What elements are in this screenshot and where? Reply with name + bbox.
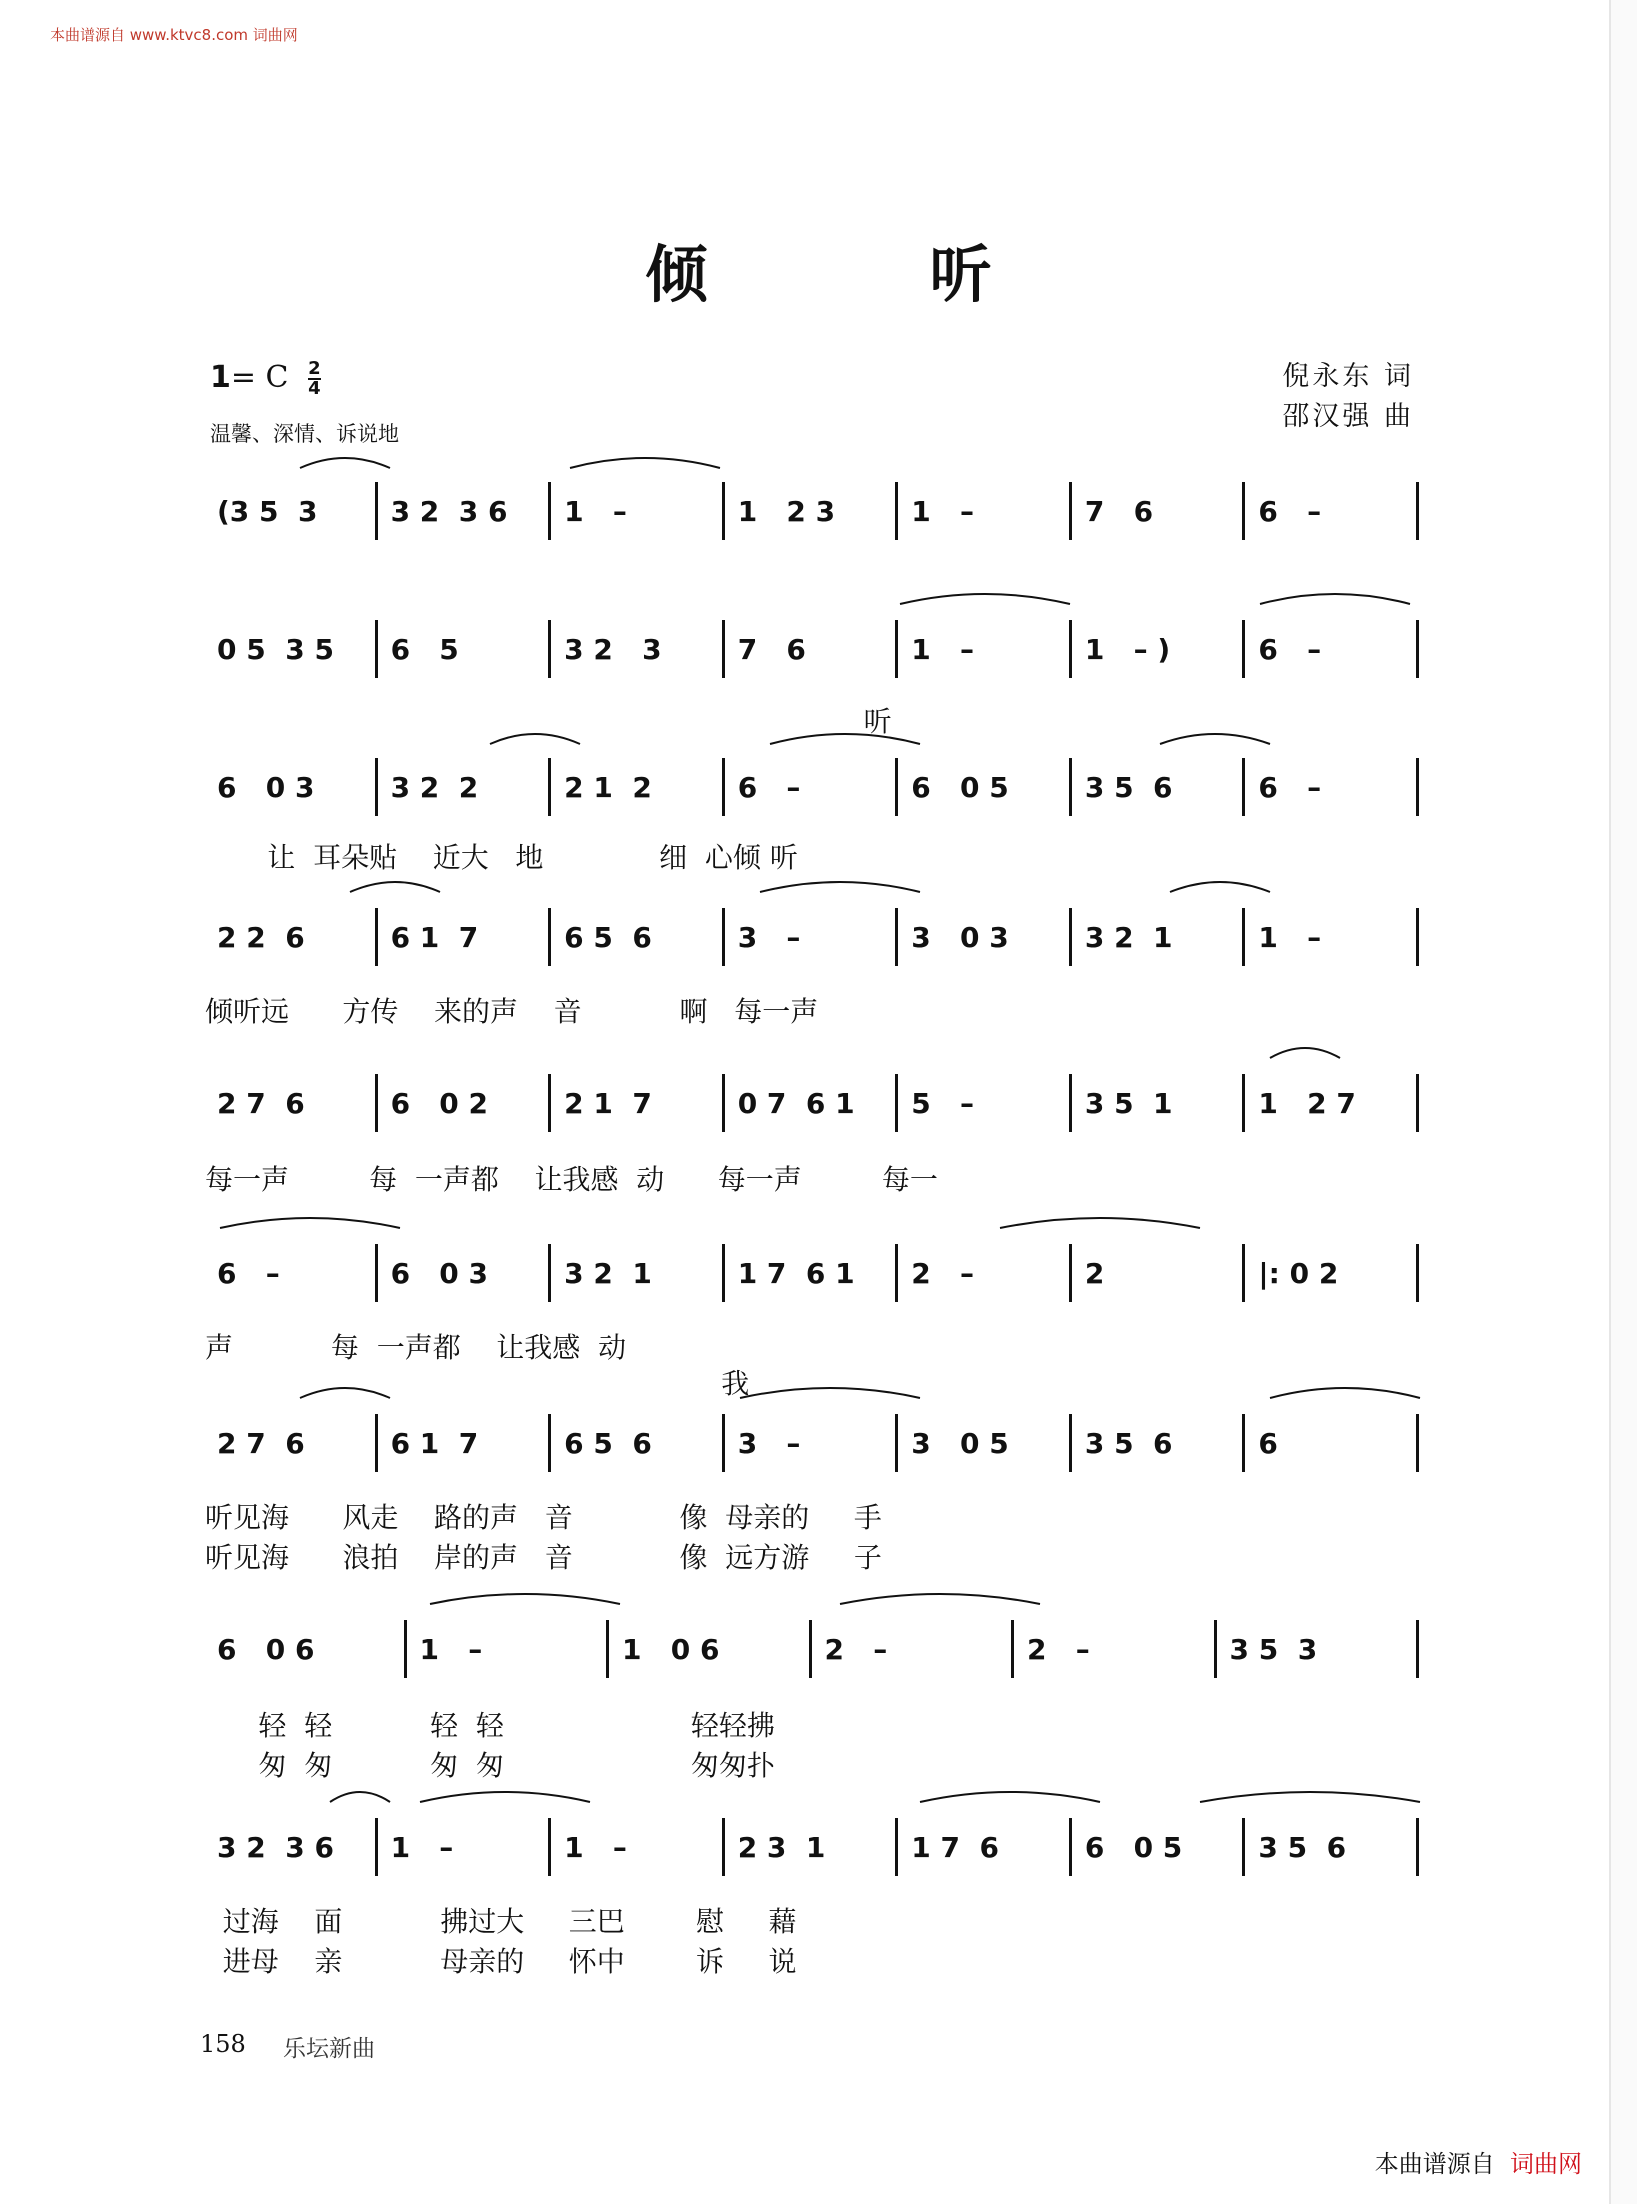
measure: 3 5 6 (1258, 1831, 1347, 1864)
lyric-line: 进母 亲 母亲的 怀中 诉 说 (205, 1945, 797, 1978)
composer-credit: 邵汉强 曲 (1282, 401, 1414, 432)
measure: 6 5 (390, 633, 459, 666)
tie-arc (1270, 1388, 1420, 1398)
tie-arc (1160, 734, 1270, 744)
lyric-line: 让 耳朵贴 近大 地 细 心倾 听 (205, 841, 798, 874)
tie-arc (300, 1388, 390, 1398)
tie-arc (1270, 1048, 1340, 1058)
measure: 1 2 3 (737, 495, 836, 528)
measure: 6 0 5 (1084, 1831, 1183, 1864)
measure: (3 5 3 (217, 495, 318, 528)
measure: 6 1 7 (390, 1427, 479, 1460)
lyric-line: 听见海 风走 路的声 音 像 母亲的 手 (205, 1501, 882, 1534)
tie-arc (1200, 1792, 1420, 1802)
brand-prefix: 本曲谱源自 (1374, 2150, 1495, 2178)
measure: 2 7 6 (217, 1087, 305, 1120)
measure: 0 7 6 1 (737, 1087, 855, 1120)
measure: 6 0 2 (390, 1087, 489, 1120)
measure: 6 5 6 (564, 1427, 652, 1460)
lyric-line: 倾听远 方传 来的声 音 啊 每一声 (205, 995, 819, 1028)
measure: 2 7 6 (217, 1427, 305, 1460)
key-one: 1 (210, 360, 231, 395)
tie-arc (740, 1388, 920, 1398)
tie-arc (420, 1792, 590, 1802)
tie-arc (1170, 882, 1270, 892)
measure: 3 5 6 (1084, 1427, 1173, 1460)
tie-arc (920, 1792, 1100, 1802)
source-note: 本曲谱源自 www.ktvc8.com 词曲网 (50, 26, 298, 44)
lyric-line: 匆 匆 匆 匆 匆匆扑 (205, 1749, 775, 1782)
measure: 1 – (390, 1831, 454, 1864)
measure: 1 – (911, 495, 975, 528)
measure: 3 2 2 (390, 771, 479, 804)
measure: 3 2 3 6 (217, 1831, 334, 1864)
measure: 3 2 1 (564, 1257, 652, 1290)
measure: 1 7 6 (911, 1831, 999, 1864)
lyric-line: 我 (205, 1367, 750, 1400)
page-number: 158 (200, 2030, 246, 2058)
measure: 6 0 5 (911, 771, 1009, 804)
measure: 2 3 1 (737, 1831, 826, 1864)
measure: 6 – (1258, 771, 1322, 804)
measure: 5 – (911, 1087, 975, 1120)
measure: 3 – (737, 1427, 801, 1460)
measure: 1 – ) (1084, 633, 1171, 666)
measure: 6 5 6 (564, 921, 652, 954)
tie-arc (760, 882, 920, 892)
measure: 7 6 (1084, 495, 1154, 528)
measure: 1 0 6 (622, 1633, 720, 1666)
measure: 1 7 6 1 (737, 1257, 855, 1290)
measure: 2 – (911, 1257, 975, 1290)
brand-site: 词曲网 (1510, 2150, 1582, 2178)
measure: |: 0 2 (1258, 1257, 1339, 1290)
measure: 1 – (1258, 921, 1322, 954)
measure: 2 1 2 (564, 771, 652, 804)
measure: 3 0 3 (911, 921, 1009, 954)
lyric-line: 声 每 一声都 让我感 动 (205, 1331, 627, 1364)
measure: 1 – (564, 1831, 627, 1864)
key-eq: = C (230, 360, 289, 395)
measure: 7 6 (737, 633, 806, 666)
measure: 1 – (564, 495, 627, 528)
tie-arc (770, 734, 920, 744)
measure: 6 0 6 (217, 1633, 315, 1666)
measure: 6 1 7 (390, 921, 479, 954)
lyricist-credit: 倪永东 词 (1282, 361, 1414, 392)
song-title: 倾 听 (645, 238, 1072, 311)
measure: 2 1 7 (564, 1087, 652, 1120)
tie-arc (840, 1594, 1040, 1604)
lyric-line: 听 (205, 705, 892, 738)
lyric-line: 过海 面 拂过大 三巴 慰 藉 (205, 1905, 797, 1938)
measure: 2 2 6 (217, 921, 305, 954)
tempo-marking: 温馨、深情、诉说地 (210, 422, 399, 446)
publication-name: 乐坛新曲 (283, 2036, 375, 2062)
lyric-line: 听见海 浪拍 岸的声 音 像 远方游 子 (205, 1541, 882, 1574)
measure: 3 5 3 (1229, 1633, 1318, 1666)
lyric-line: 每一声 每 一声都 让我感 动 每一声 每一 (205, 1163, 938, 1196)
measure: 2 – (824, 1633, 888, 1666)
tie-arc (220, 1218, 400, 1228)
tie-arc (300, 458, 390, 468)
measure: 6 0 3 (217, 771, 315, 804)
measure: 6 – (737, 771, 801, 804)
measure: 3 0 5 (911, 1427, 1009, 1460)
lyric-line: 轻 轻 轻 轻 轻轻拂 (205, 1709, 775, 1742)
measure: 3 5 6 (1084, 771, 1173, 804)
measure: 6 (1258, 1427, 1278, 1460)
measure: 3 2 1 (1084, 921, 1173, 954)
time-sig-top: 2 (308, 358, 321, 379)
measure: 6 – (1258, 495, 1322, 528)
tie-arc (900, 594, 1070, 604)
tie-arc (1260, 594, 1410, 604)
measure: 3 2 3 (564, 633, 662, 666)
measure: 1 – (911, 633, 975, 666)
tie-arc (330, 1792, 390, 1802)
measure: 6 – (217, 1257, 280, 1290)
time-sig-bottom: 4 (308, 378, 321, 399)
measure: 3 5 1 (1084, 1087, 1173, 1120)
measure: 6 – (1258, 633, 1322, 666)
measure: 0 5 3 5 (217, 633, 334, 666)
measure: 3 – (737, 921, 801, 954)
measure: 2 – (1027, 1633, 1090, 1666)
measure: 1 – (419, 1633, 483, 1666)
measure: 6 0 3 (390, 1257, 489, 1290)
tie-arc (1000, 1218, 1200, 1228)
measure: 1 2 7 (1258, 1087, 1356, 1120)
measure: 2 (1084, 1257, 1105, 1290)
tie-arc (570, 458, 720, 468)
measure: 3 2 3 6 (390, 495, 508, 528)
tie-arc (430, 1594, 620, 1604)
tie-arc (350, 882, 440, 892)
tie-arc (490, 734, 580, 744)
